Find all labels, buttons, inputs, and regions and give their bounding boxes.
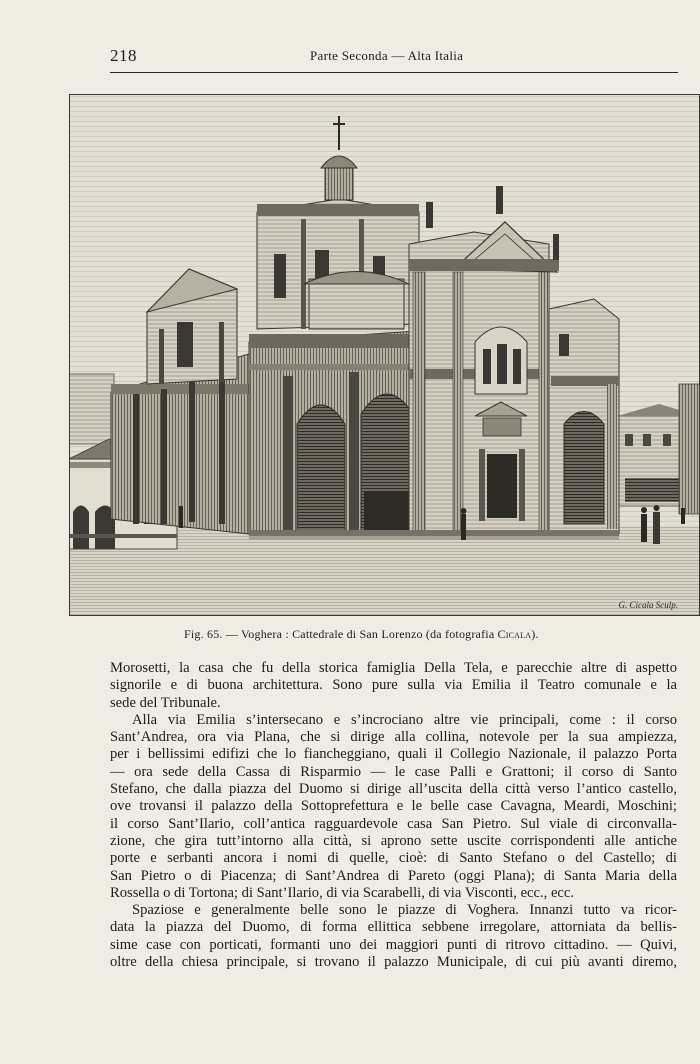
- text-line: sede del Tribunale.: [110, 694, 221, 711]
- text-line: ove trovansi il palazzo della Sottoprefettura e le belle case Cavagna, Meardi, Moschini;: [110, 798, 677, 815]
- text-line: il corso Sant’Ilario, coll’antica ragguardevole casa San Pietro. Sul viale di circonvalla-: [110, 815, 677, 832]
- text-line: San Pietro o di Piacenza; di Sant’Andrea di Pareto (oggi Plana); di Santa Maria della: [110, 867, 677, 884]
- caption-suffix: ).: [531, 627, 539, 641]
- text-line: oltre della chiesa principale, si trovano il palazzo Municipale, di cui più avanti diremo,: [110, 954, 677, 971]
- page-header: [110, 44, 700, 70]
- page-number: 218: [110, 46, 137, 65]
- text-line: Sant’Andrea, ora via Plana, che si dirige alla collina, notevole per la sua ampiezza,: [110, 729, 677, 746]
- text-line: Alla via Emilia s’intersecano e s’incrociano altre vie principali, come : il corso: [132, 711, 677, 728]
- figure-caption: [184, 627, 539, 642]
- text-line: Stefano, che dalla piazza del Duomo si dirige all’uscita della città verso l’antico castello,: [110, 781, 677, 798]
- text-line: porte e serbanti ancora i nomi di quelle, cioè: di Santo Stefano o del Castello; di: [110, 850, 677, 867]
- cathedral-engraving: [69, 94, 700, 616]
- text-line: Rossella o di Tortona; di Sant’Ilario, di via Scarabelli, di via Visconti, ecc., ecc.: [110, 884, 575, 901]
- text-line: signorile e di buona architettura. Sono pure sulla via Emilia il Teatro comunale e la: [110, 677, 677, 694]
- running-title: Parte Seconda — Alta Italia: [310, 48, 464, 63]
- text-line: data la piazza del Duomo, di forma ellittica sebbene irregolare, attorniata da bellis-: [110, 919, 677, 936]
- text-line: per i bellissimi edifizi che lo fiancheggiano, quali il Collegio Nazionale, il palazzo Porta: [110, 746, 677, 763]
- caption-text: Fig. 65. — Voghera : Cattedrale di San Lorenzo (da fotografia: [184, 627, 498, 641]
- text-line: — ora sede della Cassa di Risparmio — le case Palli e Grattoni; il corso di Santo: [110, 763, 677, 780]
- text-line: zione, che gira tutt’intorno alla città, si aprono sette uscite corrispondenti alle antiche: [110, 832, 677, 849]
- body-text: [110, 660, 677, 971]
- text-line: sime case con porticati, formanti uno dei maggiori punti di ritrovo cittadino. — Quivi,: [110, 936, 677, 953]
- text-line: Morosetti, la casa che fu della storica famiglia Della Tela, e parecchie altre di aspetto: [110, 660, 677, 676]
- caption-credit: Cicala: [497, 627, 532, 641]
- cathedral-illustration: [69, 94, 700, 616]
- engraver-signature: G. Cicala Sculp.: [618, 600, 678, 610]
- header-rule: [110, 72, 678, 73]
- text-line: Spaziose e generalmente belle sono le piazze di Voghera. Innanzi tutto va ricor-: [132, 902, 677, 919]
